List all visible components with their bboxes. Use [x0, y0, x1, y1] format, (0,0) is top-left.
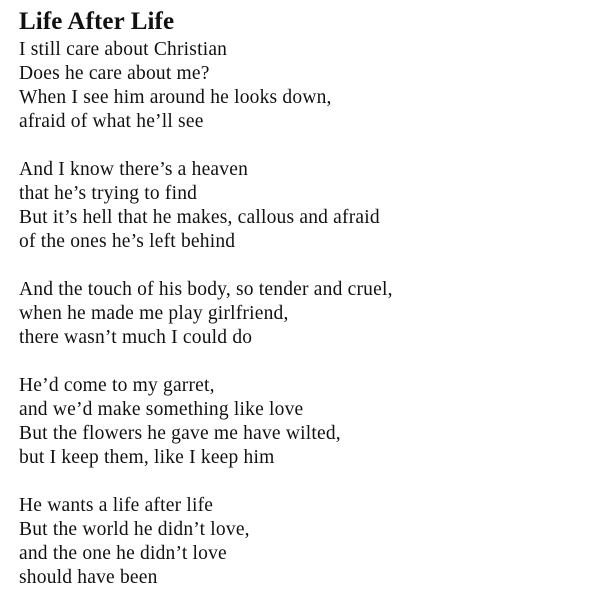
stanza-4 [19, 374, 589, 470]
poem-line: But the world he didn’t love, [19, 519, 250, 540]
stanza-2 [19, 158, 589, 254]
poem-line: of the ones he’s left behind [19, 231, 236, 252]
poem-line: and the one he didn’t love [19, 543, 227, 564]
poem-line: But it’s hell that he makes, callous and afraid [19, 207, 380, 228]
poem-line: should have been [19, 567, 158, 588]
poem-line: but I keep them, like I keep him [19, 447, 275, 468]
poem-page [19, 6, 589, 590]
poem-line: I still care about Christian [19, 39, 228, 60]
poem-line: And the touch of his body, so tender and cruel, [19, 279, 393, 300]
poem-line: and we’d make something like love [19, 399, 304, 420]
poem-line: afraid of what he’ll see [19, 111, 204, 132]
poem-line: Does he care about me? [19, 63, 210, 84]
poem-title: Life After Life [19, 8, 175, 35]
poem-line: He wants a life after life [19, 495, 214, 516]
poem-line: He’d come to my garret, [19, 375, 215, 396]
stanza-3 [19, 278, 589, 350]
poem-line: when he made me play girlfriend, [19, 303, 289, 324]
poem-line: that he’s trying to find [19, 183, 198, 204]
poem-line: And I know there’s a heaven [19, 159, 249, 180]
stanza-1 [19, 38, 589, 134]
poem-line: But the flowers he gave me have wilted, [19, 423, 341, 444]
poem-line: there wasn’t much I could do [19, 327, 253, 348]
poem-line: When I see him around he looks down, [19, 87, 332, 108]
stanza-5 [19, 494, 589, 590]
